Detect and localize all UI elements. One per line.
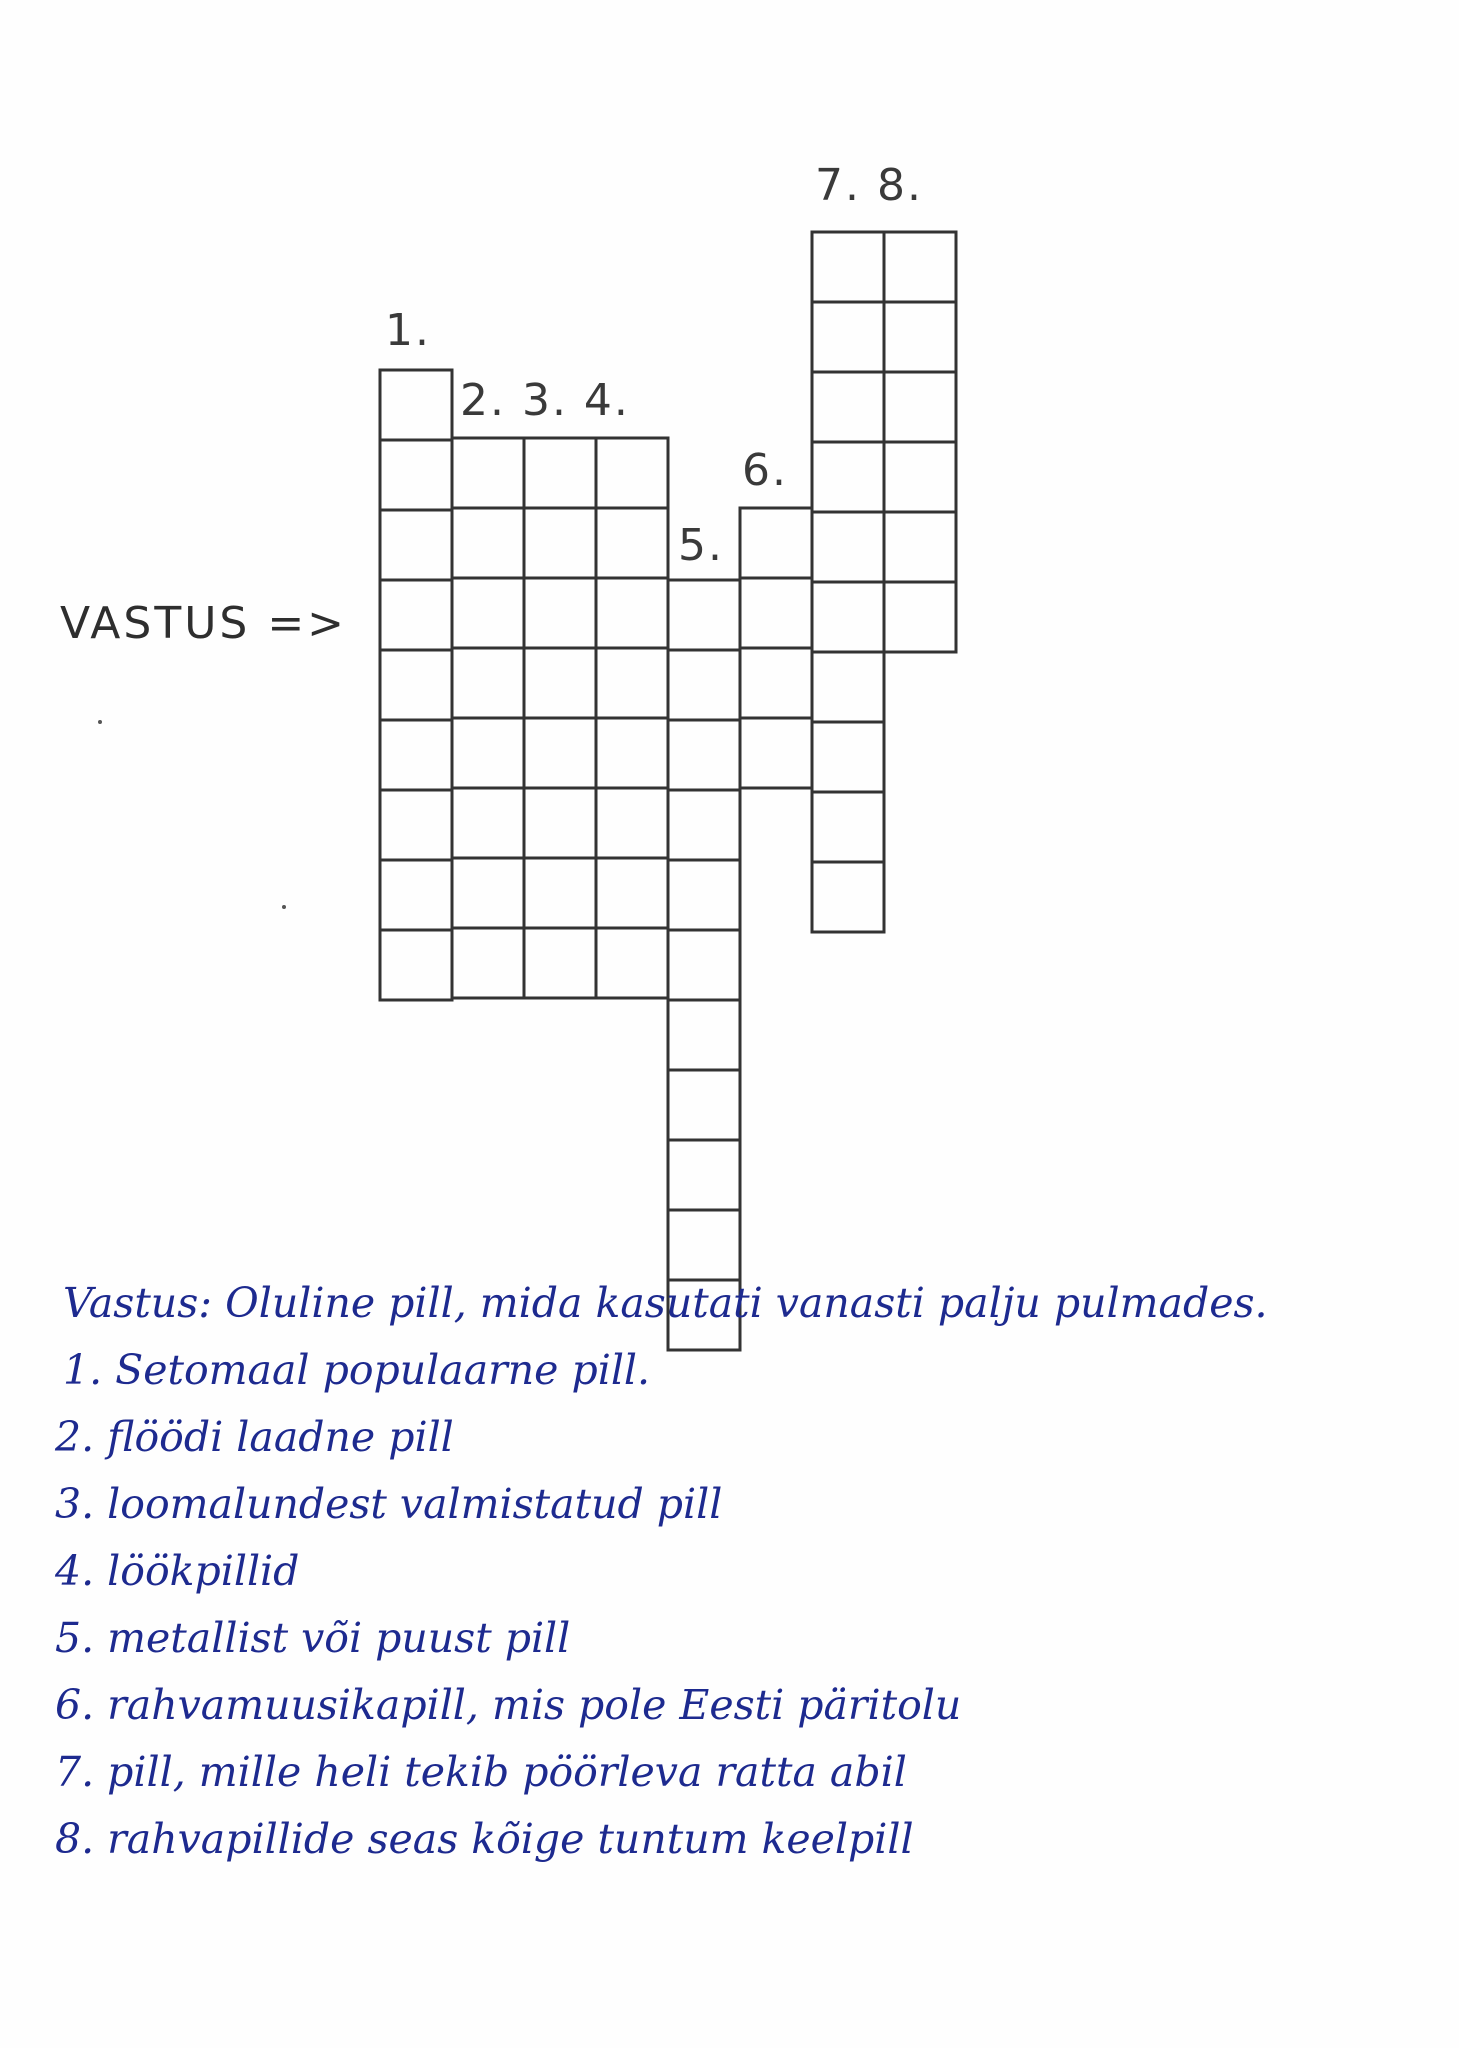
clue-numbers-2-3-4: 2. 3. 4.: [460, 375, 630, 426]
column-7-cell: [812, 652, 884, 722]
column-8-cell: [884, 372, 956, 442]
column-3-cell: [524, 648, 596, 718]
clue-number-6: 6.: [742, 445, 788, 496]
column-4-cell: [596, 648, 668, 718]
column-4-cell: [596, 718, 668, 788]
column-2-cell: [452, 438, 524, 508]
stray-dot: [282, 905, 286, 909]
column-8-cell: [884, 512, 956, 582]
column-3-cell: [524, 438, 596, 508]
clue-6: 6. rahvamuusikapill, mis pole Eesti päritolu: [55, 1681, 962, 1729]
column-8-cell: [884, 442, 956, 512]
column-2-cell: [452, 648, 524, 718]
clue-3: 3. loomalundest valmistatud pill: [55, 1480, 723, 1528]
column-4-cell: [596, 508, 668, 578]
answer-row-label: VASTUS =>: [60, 598, 348, 649]
column-4-cell: [596, 438, 668, 508]
clue-1: 1. Setomaal populaarne pill.: [63, 1346, 651, 1394]
column-5-cell: [668, 1140, 740, 1210]
column-5-cell: [668, 860, 740, 930]
column-6-cell: [740, 578, 812, 648]
column-7-cell: [812, 302, 884, 372]
clue-number-1: 1.: [385, 305, 431, 356]
column-5-cell: [668, 1070, 740, 1140]
column-1-cell: [380, 440, 452, 510]
column-6-cell: [740, 648, 812, 718]
clue-7: 7. pill, mille heli tekib pöörleva ratta abil: [55, 1748, 907, 1796]
column-1-cell: [380, 860, 452, 930]
column-4-cell: [596, 788, 668, 858]
column-3-cell: [524, 578, 596, 648]
column-2-cell: [452, 718, 524, 788]
column-2-cell: [452, 928, 524, 998]
column-4-cell: [596, 928, 668, 998]
column-2-cell: [452, 858, 524, 928]
column-8-cell: [884, 582, 956, 652]
column-5-cell: [668, 790, 740, 860]
column-7-cell: [812, 512, 884, 582]
clue-4: 4. löökpillid: [55, 1547, 300, 1595]
column-7-cell: [812, 372, 884, 442]
clue-5: 5. metallist või puust pill: [55, 1614, 571, 1662]
column-1-cell: [380, 650, 452, 720]
clue-list: [55, 1270, 1415, 1873]
column-8-cell: [884, 232, 956, 302]
column-1-cell: [380, 370, 452, 440]
column-3-cell: [524, 508, 596, 578]
column-1-cell: [380, 930, 452, 1000]
clue-numbers-7-8: 7. 8.: [815, 160, 923, 211]
column-7-cell: [812, 722, 884, 792]
column-3-cell: [524, 788, 596, 858]
column-6-cell: [740, 718, 812, 788]
column-1-cell: [380, 510, 452, 580]
clue-2: 2. flöödi laadne pill: [55, 1413, 454, 1461]
column-3-cell: [524, 858, 596, 928]
answer-clue: Vastus: Oluline pill, mida kasutati vanasti palju pulmades.: [63, 1279, 1268, 1327]
column-7-cell: [812, 442, 884, 512]
column-1-cell: [380, 580, 452, 650]
clue-8: 8. rahvapillide seas kõige tuntum keelpill: [55, 1815, 914, 1863]
clue-number-5: 5.: [678, 520, 724, 571]
column-1-cell: [380, 790, 452, 860]
column-5-cell: [668, 650, 740, 720]
column-5-cell: [668, 720, 740, 790]
column-7-cell: [812, 792, 884, 862]
column-1-cell: [380, 720, 452, 790]
column-5-cell: [668, 930, 740, 1000]
column-5-cell: [668, 580, 740, 650]
column-5-cell: [668, 1000, 740, 1070]
column-3-cell: [524, 928, 596, 998]
column-6-cell: [740, 508, 812, 578]
column-4-cell: [596, 578, 668, 648]
column-7-cell: [812, 582, 884, 652]
column-2-cell: [452, 508, 524, 578]
column-7-cell: [812, 232, 884, 302]
column-2-cell: [452, 788, 524, 858]
column-3-cell: [524, 718, 596, 788]
column-7-cell: [812, 862, 884, 932]
stray-dot: [98, 720, 102, 724]
column-2-cell: [452, 578, 524, 648]
column-4-cell: [596, 858, 668, 928]
column-8-cell: [884, 302, 956, 372]
